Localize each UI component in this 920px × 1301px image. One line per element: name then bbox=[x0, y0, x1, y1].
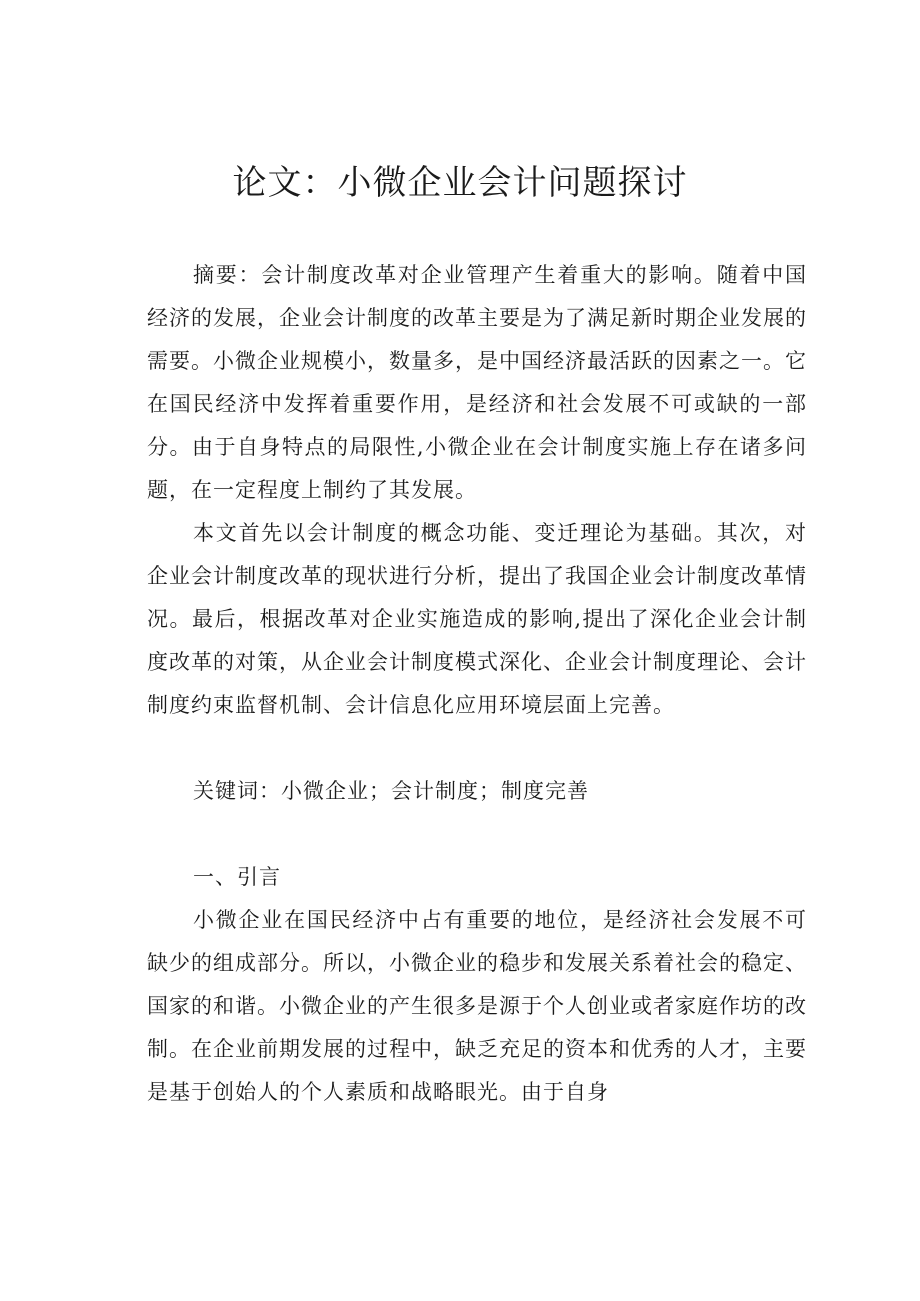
section-heading-introduction: 一、引言 bbox=[193, 865, 281, 889]
introduction-paragraph: 小微企业在国民经济中占有重要的地位，是经济社会发展不可缺少的组成部分。所以，小微企业的稳步和发展关系着社会的稳定、国家的和谐。小微企业的产生很多是源于个人创业或者家庭作坊的改制。在企业前期发展的过程中，缺乏充足的资本和优秀的人才，主要是基于创始人的个人素质和战略眼光。由于自身 bbox=[147, 908, 807, 1104]
abstract-paragraph: 摘要：会计制度改革对企业管理产生着重大的影响。随着中国经济的发展，企业会计制度的改革主要是为了满足新时期企业发展的需要。小微企业规模小，数量多，是中国经济最活跃的因素之一。它在国民经济中发挥着重要作用，是经济和社会发展不可或缺的一部分。由于自身特点的局限性,小微企业在会计制度实施上存在诸多问题，在一定程度上制约了其发展。 bbox=[147, 263, 807, 502]
overview-paragraph: 本文首先以会计制度的概念功能、变迁理论为基础。其次，对企业会计制度改革的现状进行分析，提出了我国企业会计制度改革情况。最后，根据改革对企业实施造成的影响,提出了深化企业会计制度改革的对策，从企业会计制度模式深化、企业会计制度理论、会计制度约束监督机制、会计信息化应用环境层面上完善。 bbox=[147, 521, 807, 717]
document-title: 论文：小微企业会计问题探讨 bbox=[232, 163, 688, 203]
keywords-line: 关键词：小微企业；会计制度；制度完善 bbox=[193, 779, 589, 803]
